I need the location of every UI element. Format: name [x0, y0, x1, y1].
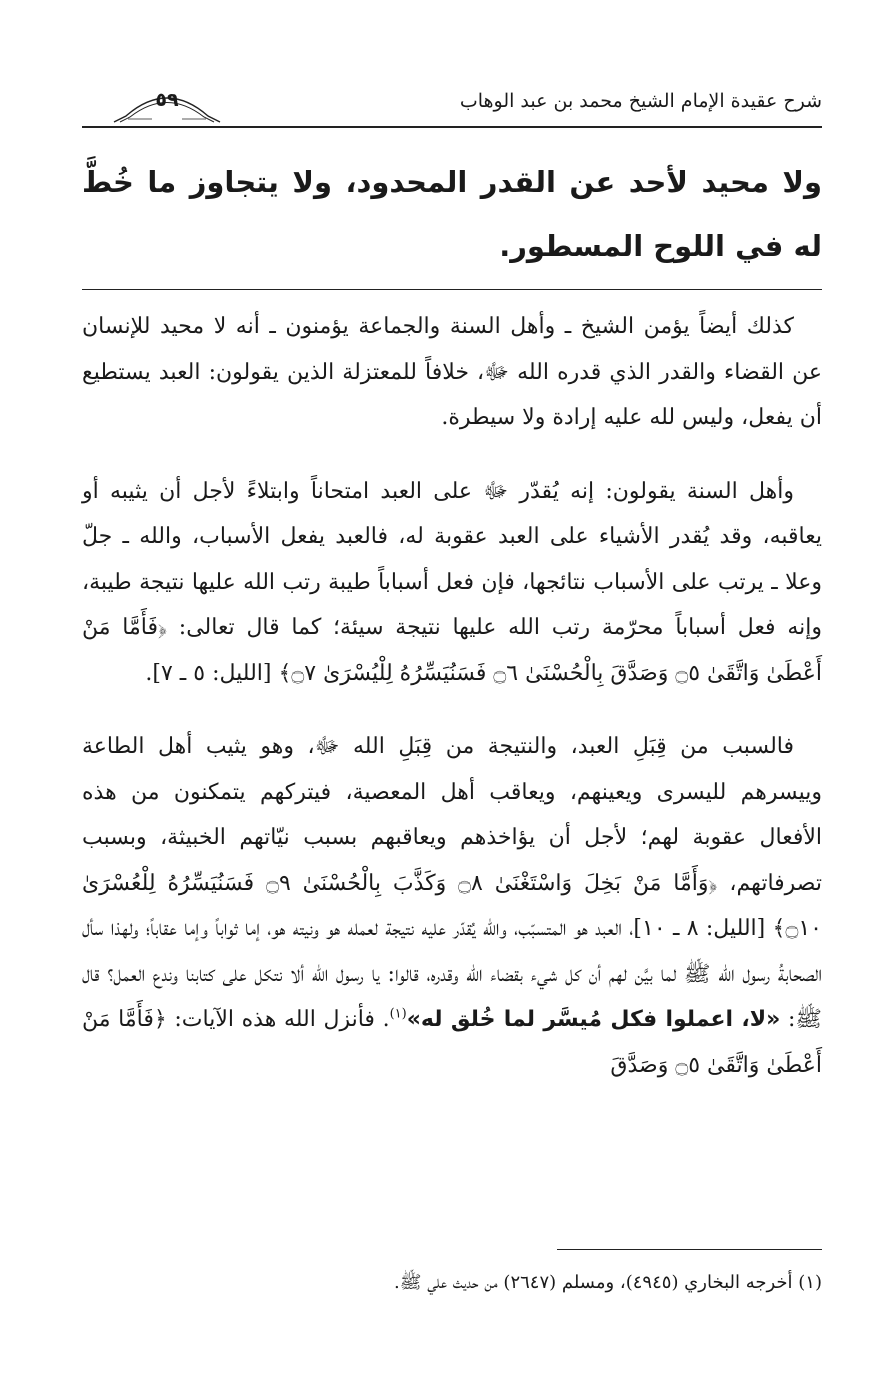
- commentary-body: [82, 304, 822, 1088]
- paragraph: كذلك أيضاً يؤمن الشيخ ـ وأهل السنة والجماعة يؤمنون ـ أنه لا محيد للإنسان عن القضاء والقدر الذي قدره الله ﷻ، خلافاً للمعتزلة الذين يقولون: العبد يستطيع أن يفعل، وليس لله عليه إرادة ولا سيطرة.: [82, 314, 822, 430]
- paragraph: وأهل السنة يقولون: إنه يُقدّر ﷻ على العبد امتحاناً وابتلاءً لأجل أن يثيبه أو يعاقبه، وقد يُقدر الأشياء على العبد عقوبة له، فالعبد يفعل الأسباب، والله ـ جلّ وعلا ـ يرتب على الأسباب نتائجها، فإن فعل أسباباً طيبة رتب الله عليها نتيجة طيبة، وإنه فعل أسباباً محرّمة رتب الله عليها نتيجة سيئة؛ كما قال تعالى: ﴿فَأَمَّا مَنْ أَعْطَىٰ وَاتَّقَىٰ ۝٥ وَصَدَّقَ بِالْحُسْنَىٰ ۝٦ فَسَنُيَسِّرُهُ لِلْيُسْرَىٰ ۝٧﴾ [الليل: ٥ ـ ٧].: [82, 478, 822, 686]
- page-number-badge: [112, 86, 222, 124]
- running-header: [82, 78, 822, 128]
- page-number: ٥٩: [155, 89, 179, 111]
- book-title: شرح عقيدة الإمام الشيخ محمد بن عبد الوهاب: [459, 90, 822, 112]
- section-divider: [82, 289, 822, 290]
- hadith-quote: «لا، اعملوا فكل مُيسَّر لما خُلق له»: [406, 1007, 781, 1032]
- footnote: (١) أخرجه البخاري (٤٩٤٥)، ومسلم (٢٦٤٧) من حديث علي ﷺ.: [394, 1272, 822, 1293]
- header-rule: [82, 126, 822, 128]
- paragraph-text: فالسبب من قِبَلِ العبد، والنتيجة من قِبَلِ الله ﷻ، وهو يثيب أهل الطاعة وييسرهم لليسرى ويعينهم، ويعاقب أهل المعصية، فيتركهم يتمكنون من هذه الأفعال عقوبة لهم؛ لأجل أن يؤاخذهم ويعاقبهم بسبب نيّاتهم الخبيثة، وبسبب تصرفاتهم، ﴿وَأَمَّا مَنْ بَخِلَ وَاسْتَغْنَىٰ ۝٨ وَكَذَّبَ بِالْحُسْنَىٰ ۝٩ فَسَنُيَسِّرُهُ لِلْعُسْرَىٰ ۝١٠﴾ [الليل: ٨ ـ ١٠]، العبد هو المتسبّب، والله يُقدّر عليه نتيجة لعمله هو ونيته هو، إما ثواباً وإما عقاباً؛ ولهذا سأل الصحابةُ رسول الله ﷺ لما بيَّن لهم أن كل شيء بقضاء الله وقدره، قالوا: يا رسول الله ألا نتكل على كتابنا وندع العمل؟ قال ﷺ:: [82, 734, 823, 1032]
- paragraph-tail: . فأنزل الله هذه الآيات: ﴿فَأَمَّا مَنْ أَعْطَىٰ وَاتَّقَىٰ ۝٥ وَصَدَّقَ: [82, 1007, 822, 1078]
- footnote-reference[interactable]: (١): [389, 1006, 407, 1022]
- footnote-divider: [557, 1249, 822, 1250]
- paragraph: [82, 724, 822, 1088]
- matn-statement: ولا محيد لأحد عن القدر المحدود، ولا يتجاوز ما خُطَّ له في اللوح المسطور.: [82, 165, 822, 263]
